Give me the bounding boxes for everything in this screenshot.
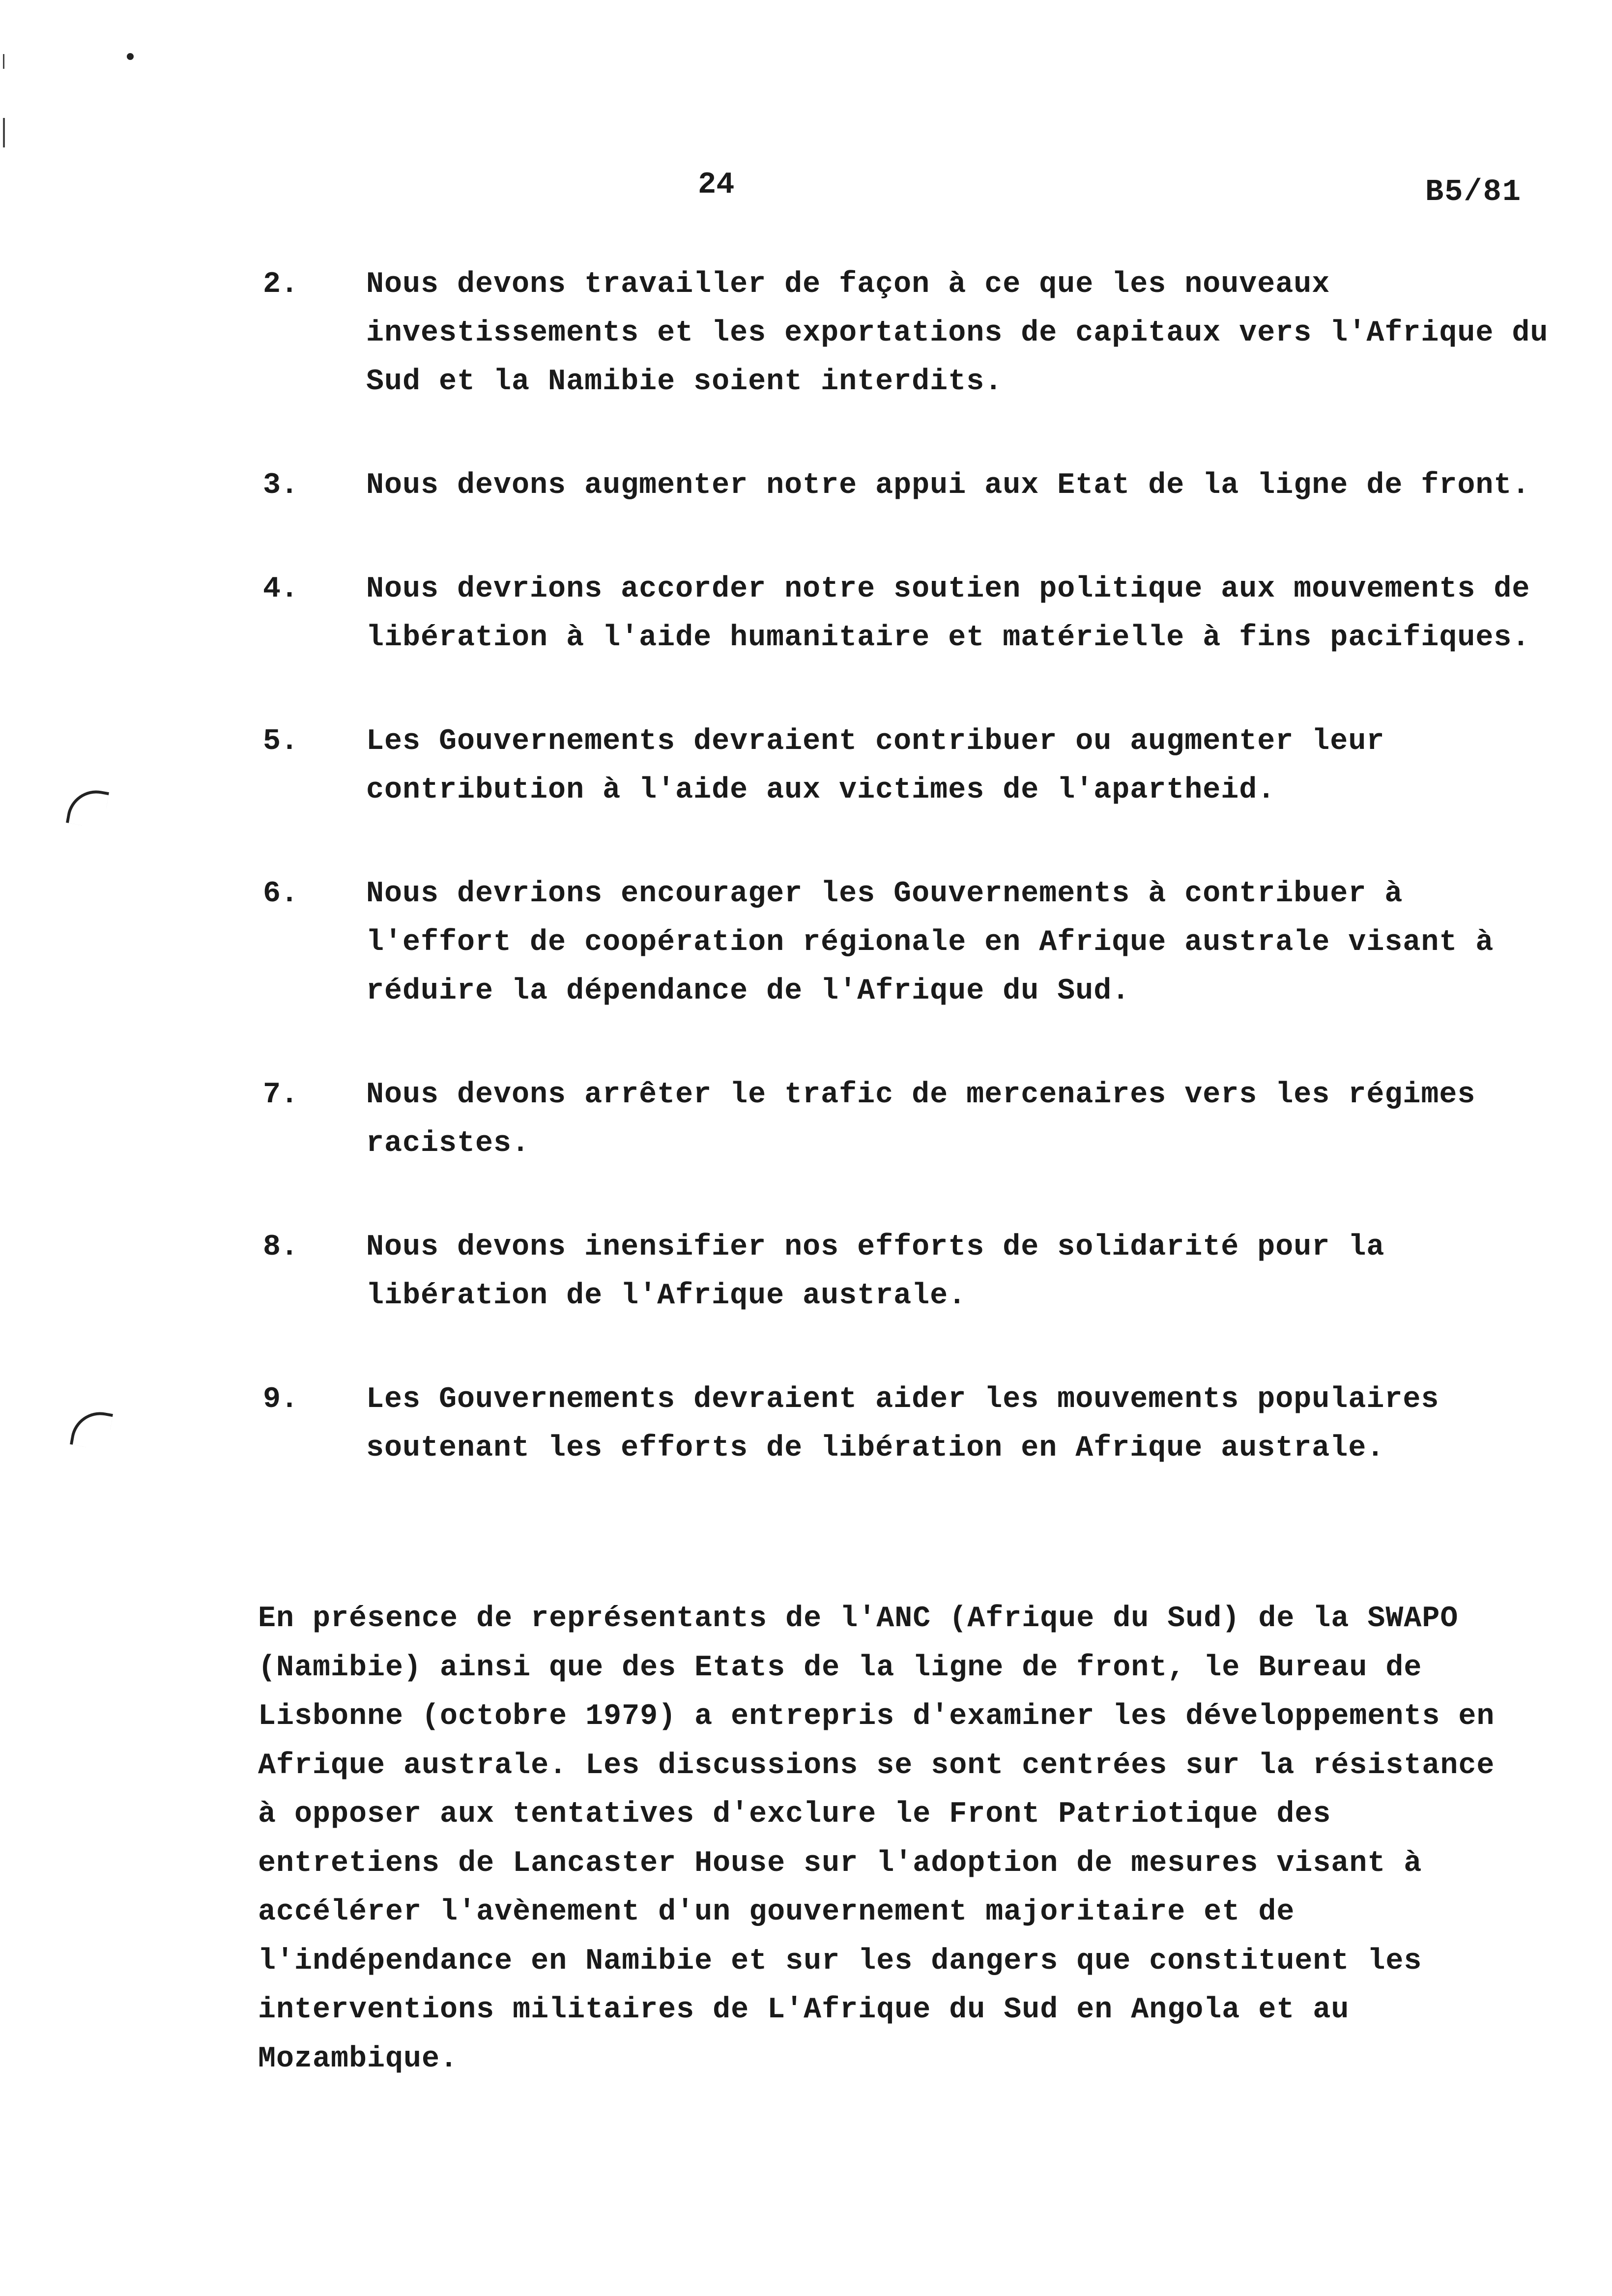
list-item-text: Nous devons augmenter notre appui aux Etat de la ligne de front. bbox=[366, 469, 1530, 502]
list-item-number: 8. bbox=[263, 1231, 299, 1264]
list-item-number: 2. bbox=[263, 268, 299, 301]
scan-speck bbox=[127, 53, 134, 60]
list-item-number: 6. bbox=[263, 877, 299, 911]
list-item-text: Nous devons arrêter le trafic de mercenaires vers les régimes racistes. bbox=[366, 1078, 1476, 1160]
list-item-number: 3. bbox=[263, 469, 299, 502]
list-item-text: Nous devrions encourager les Gouvernements à contribuer à l'effort de coopération régionale en Afrique australe visant à réduire la dépendance de l'Afrique du Sud. bbox=[366, 877, 1494, 1008]
list-item bbox=[263, 461, 1551, 510]
list-item bbox=[263, 565, 1551, 662]
list-item-text: Nous devrions accorder notre soutien politique aux mouvements de libération à l'aide humanitaire et matérielle à fins pacifiques. bbox=[366, 573, 1530, 655]
list-item-text: Les Gouvernements devraient contribuer ou augmenter leur contribution à l'aide aux victimes de l'apartheid. bbox=[366, 725, 1385, 807]
list-item-number: 5. bbox=[263, 725, 299, 758]
list-item-number: 4. bbox=[263, 573, 299, 606]
list-item bbox=[263, 1223, 1551, 1320]
scan-edge-mark bbox=[3, 54, 4, 69]
document-reference: B5/81 bbox=[1425, 174, 1522, 209]
list-item-text: Les Gouvernements devraient aider les mouvements populaires soutenant les efforts de libération en Afrique australe. bbox=[366, 1383, 1439, 1465]
punch-hole-mark bbox=[70, 1407, 113, 1451]
list-item-number: 7. bbox=[263, 1078, 299, 1112]
list-item-text: Nous devons travailler de façon à ce que les nouveaux investissements et les exportations de capitaux vers l'Afrique du Sud et la Namibie soient interdits. bbox=[366, 268, 1549, 399]
list-item bbox=[263, 870, 1551, 1016]
list-item-text: Nous devons inensifier nos efforts de solidarité pour la libération de l'Afrique australe. bbox=[366, 1231, 1385, 1313]
list-item bbox=[263, 1376, 1551, 1473]
body-paragraph: En présence de représentants de l'ANC (Afrique du Sud) de la SWAPO (Namibie) ainsi que des Etats de la ligne de front, le Bureau de Lisbonne (octobre 1979) a entrepris d'examiner les développements en Afrique australe. Les discussions se sont centrées sur la résistance à opposer aux tentatives d'exclure le Front Patriotique des entretiens de Lancaster House sur l'adoption de mesures visant à accélérer l'avènement d'un gouvernement majoritaire et de l'indépendance en Namibie et sur les dangers que constituent les interventions militaires de L'Afrique du Sud en Angola et au Mozambique. bbox=[258, 1602, 1495, 2076]
list-item-number: 9. bbox=[263, 1383, 299, 1416]
page-number: 24 bbox=[698, 167, 735, 202]
list-item bbox=[263, 260, 1551, 406]
punch-hole-mark bbox=[66, 786, 109, 829]
scan-edge-mark bbox=[3, 118, 5, 147]
list-item bbox=[263, 718, 1551, 815]
numbered-list bbox=[263, 260, 1551, 1528]
list-item bbox=[263, 1071, 1551, 1168]
